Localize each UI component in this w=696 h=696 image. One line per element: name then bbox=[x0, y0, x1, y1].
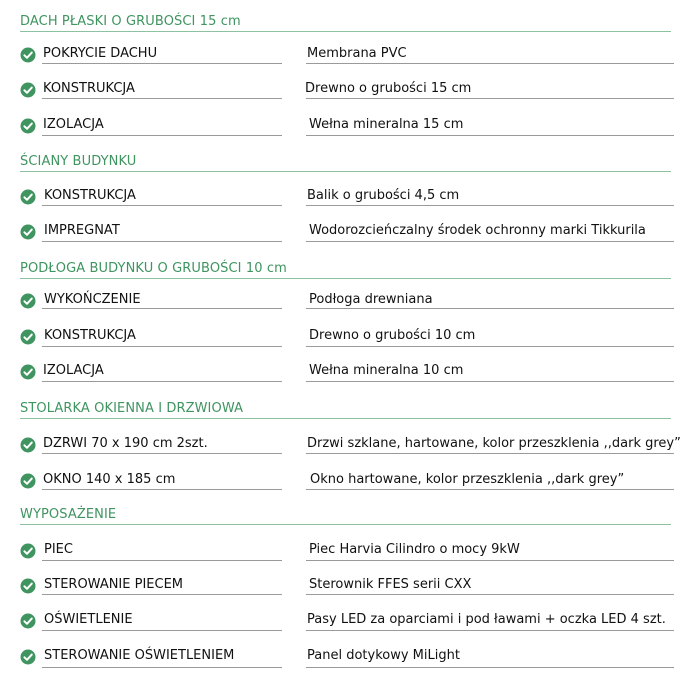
spec-value: Drewno o grubości 10 cm bbox=[309, 328, 476, 343]
check-circle-icon bbox=[20, 578, 36, 594]
spec-label: KONSTRUKCJA bbox=[43, 81, 135, 96]
row-divider bbox=[306, 630, 674, 631]
spec-value: Sterownik FFES serii CXX bbox=[309, 577, 472, 592]
spec-label: IMPREGNAT bbox=[44, 223, 120, 238]
spec-value: Okno hartowane, kolor przeszklenia ,,dark grey” bbox=[310, 472, 625, 487]
spec-label: DZRWI 70 x 190 cm 2szt. bbox=[43, 436, 208, 451]
row-divider bbox=[42, 205, 282, 206]
row-divider bbox=[42, 308, 282, 309]
row-divider bbox=[42, 594, 282, 595]
row-divider bbox=[306, 135, 674, 136]
row-divider bbox=[306, 63, 674, 64]
check-circle-icon bbox=[20, 47, 36, 63]
check-circle-icon bbox=[20, 364, 36, 380]
row-divider bbox=[42, 135, 282, 136]
check-circle-icon bbox=[20, 293, 36, 309]
check-circle-icon bbox=[20, 437, 36, 453]
row-divider bbox=[306, 98, 674, 99]
row-divider bbox=[42, 453, 282, 454]
section-title: WYPOSAŻENIE bbox=[20, 507, 117, 522]
check-circle-icon bbox=[20, 473, 36, 489]
row-divider bbox=[42, 381, 282, 382]
section-divider bbox=[20, 418, 671, 419]
spec-label: PIEC bbox=[44, 542, 73, 557]
section-title: DACH PŁASKI O GRUBOŚCI 15 cm bbox=[20, 14, 241, 29]
section-title: PODŁOGA BUDYNKU O GRUBOŚCI 10 cm bbox=[20, 261, 287, 276]
spec-value: Pasy LED za oparciami i pod ławami + oczka LED 4 szt. bbox=[307, 612, 666, 627]
row-divider bbox=[306, 241, 674, 242]
spec-value: Wodorozcieńczalny środek ochronny marki Tikkurila bbox=[309, 223, 646, 238]
spec-label: STEROWANIE PIECEM bbox=[44, 577, 184, 592]
check-circle-icon bbox=[20, 118, 36, 134]
spec-label: IZOLACJA bbox=[43, 363, 104, 378]
section-divider bbox=[20, 278, 671, 279]
spec-label: OŚWIETLENIE bbox=[44, 612, 133, 627]
spec-value: Wełna mineralna 15 cm bbox=[309, 117, 464, 132]
row-divider bbox=[42, 346, 282, 347]
check-circle-icon bbox=[20, 329, 36, 345]
row-divider bbox=[306, 560, 674, 561]
spec-label: STEROWANIE OŚWIETLENIEM bbox=[44, 648, 235, 663]
spec-label: KONSTRUKCJA bbox=[44, 328, 136, 343]
row-divider bbox=[42, 63, 282, 64]
row-divider bbox=[42, 98, 282, 99]
row-divider bbox=[42, 560, 282, 561]
row-divider bbox=[306, 489, 674, 490]
spec-value: Piec Harvia Cilindro o mocy 9kW bbox=[309, 542, 520, 557]
check-circle-icon bbox=[20, 613, 36, 629]
spec-label: WYKOŃCZENIE bbox=[44, 292, 141, 307]
check-circle-icon bbox=[20, 224, 36, 240]
spec-value: Panel dotykowy MiLight bbox=[307, 648, 460, 663]
spec-value: Membrana PVC bbox=[307, 46, 407, 61]
section-divider bbox=[20, 524, 671, 525]
section-title: STOLARKA OKIENNA I DRZWIOWA bbox=[20, 401, 244, 416]
spec-value: Drewno o grubości 15 cm bbox=[305, 81, 472, 96]
row-divider bbox=[306, 594, 674, 595]
row-divider bbox=[42, 630, 282, 631]
section-divider bbox=[20, 31, 671, 32]
row-divider bbox=[42, 489, 282, 490]
spec-value: Drzwi szklane, hartowane, kolor przeszklenia ,,dark grey” bbox=[307, 436, 681, 451]
spec-label: KONSTRUKCJA bbox=[44, 188, 136, 203]
row-divider bbox=[306, 453, 674, 454]
spec-label: OKNO 140 x 185 cm bbox=[43, 472, 176, 487]
section-divider bbox=[20, 171, 671, 172]
spec-value: Balik o grubości 4,5 cm bbox=[307, 188, 460, 203]
check-circle-icon bbox=[20, 189, 36, 205]
row-divider bbox=[306, 381, 674, 382]
row-divider bbox=[306, 205, 674, 206]
check-circle-icon bbox=[20, 649, 36, 665]
row-divider bbox=[306, 308, 674, 309]
row-divider bbox=[306, 667, 674, 668]
row-divider bbox=[306, 346, 674, 347]
spec-label: POKRYCIE DACHU bbox=[43, 46, 158, 61]
section-title: ŚCIANY BUDYNKU bbox=[20, 154, 137, 169]
check-circle-icon bbox=[20, 543, 36, 559]
check-circle-icon bbox=[20, 82, 36, 98]
spec-label: IZOLACJA bbox=[43, 117, 104, 132]
row-divider bbox=[42, 241, 282, 242]
row-divider bbox=[42, 667, 282, 668]
spec-value: Podłoga drewniana bbox=[309, 292, 433, 307]
spec-value: Wełna mineralna 10 cm bbox=[309, 363, 464, 378]
